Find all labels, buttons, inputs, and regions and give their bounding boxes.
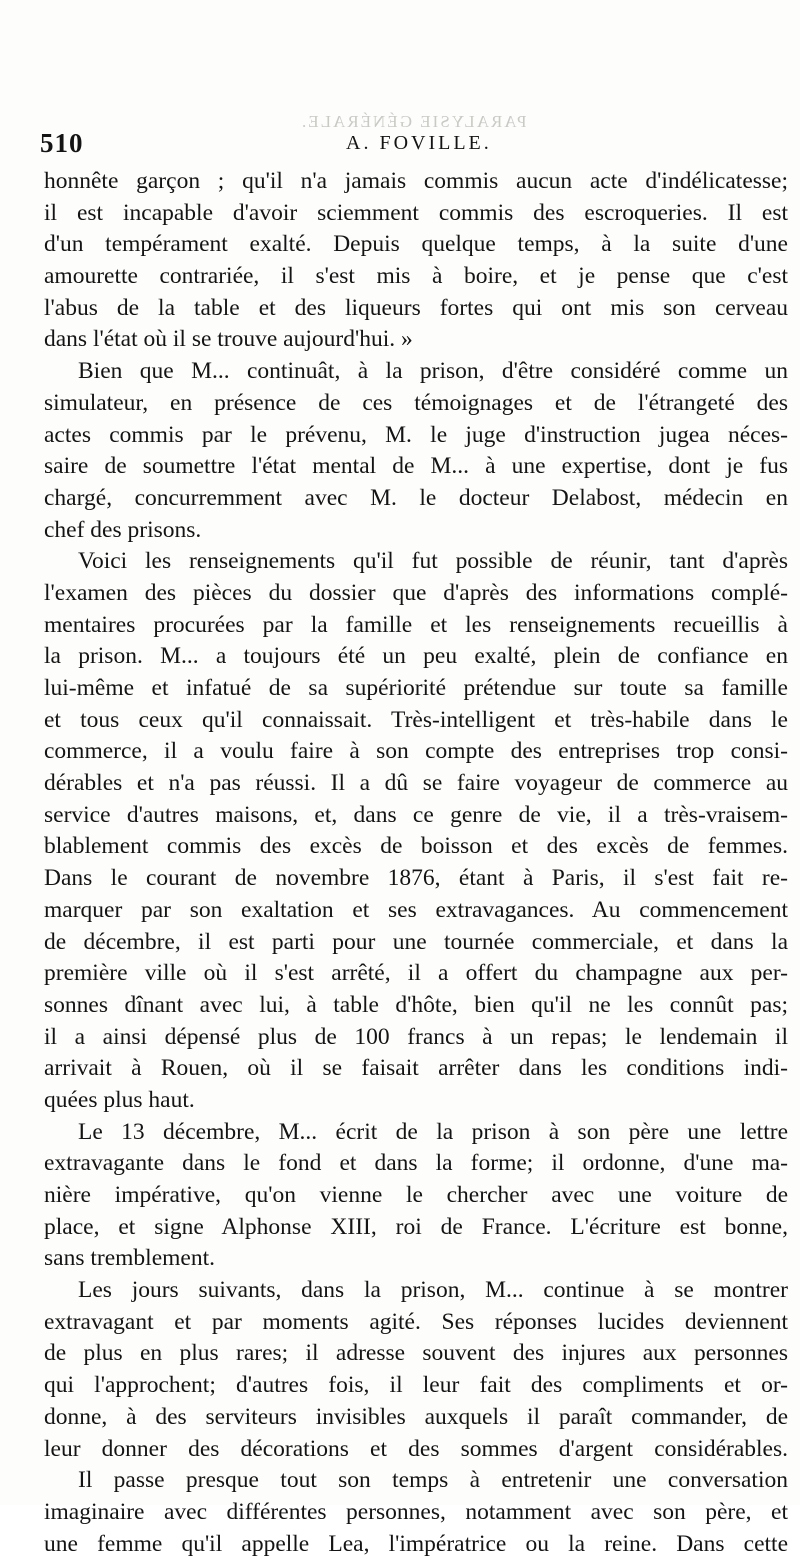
text-line: extravagant et par moments agité. Ses réponses lucides deviennent — [44, 1308, 788, 1335]
body-text — [44, 166, 788, 1560]
text-line: l'examen des pièces du dossier que d'après des informations complé- — [44, 579, 788, 606]
bleed-through-text: PARALYSIE GÉNÉRALE. — [300, 112, 527, 131]
text-line: il a ainsi dépensé plus de 100 francs à un repas; le lendemain il — [44, 1023, 788, 1050]
text-line: Le 13 décembre, M... écrit de la prison à son père une lettre — [78, 1118, 788, 1145]
text-line: marquer par son exaltation et ses extravagances. Au commencement — [44, 896, 788, 923]
text-line: première ville où il s'est arrêté, il a offert du champagne aux per- — [44, 960, 788, 987]
text-line: saire de soumettre l'état mental de M... à une expertise, dont je fus — [44, 453, 788, 480]
text-line: extravagante dans le fond et dans la forme; il ordonne, d'une ma- — [44, 1150, 788, 1177]
text-line: chef des prisons. — [44, 516, 202, 543]
text-line: commerce, il a voulu faire à son compte des entreprises trop consi- — [44, 738, 788, 765]
text-line: lui-même et infatué de sa supériorité prétendue sur toute sa famille — [44, 675, 788, 701]
text-line: sonnes dînant avec lui, à table d'hôte, bien qu'il ne les connût pas; — [44, 991, 788, 1018]
text-line: simulateur, en présence de ces témoignages et de l'étrangeté des — [44, 389, 788, 416]
page-number: 510 — [40, 128, 84, 158]
text-line: leur donner des décorations et des sommes d'argent considérables. — [44, 1435, 788, 1462]
text-line: chargé, concurremment avec M. le docteur Delabost, médecin en — [44, 484, 788, 511]
text-line: Les jours suivants, dans la prison, M... continue à se montrer — [78, 1277, 788, 1304]
text-line: nière impérative, qu'on vienne le chercher avec une voiture de — [44, 1182, 788, 1208]
text-line: il est incapable d'avoir sciemment commis des escroqueries. Il est — [44, 199, 788, 226]
text-line: la prison. M... a toujours été un peu exalté, plein de confiance en — [44, 643, 788, 670]
page-header — [40, 128, 780, 160]
text-line: amourette contrariée, il s'est mis à boire, et je pense que c'est — [44, 263, 788, 290]
text-line: donne, à des serviteurs invisibles auxquels il paraît commander, de — [44, 1403, 788, 1430]
text-line: Il passe presque tout son temps à entretenir une conversation — [78, 1467, 788, 1494]
text-line: l'abus de la table et des liqueurs fortes qui ont mis son cerveau — [44, 294, 788, 321]
text-line: Dans le courant de novembre 1876, étant à Paris, il s'est fait re- — [44, 865, 788, 892]
text-line: place, et signe Alphonse XIII, roi de France. L'écriture est bonne, — [44, 1213, 788, 1240]
text-line: honnête garçon ; qu'il n'a jamais commis aucun acte d'indélicatesse; — [44, 168, 788, 194]
text-line: actes commis par le prévenu, M. le juge d'instruction jugea néces- — [44, 421, 788, 448]
text-line: service d'autres maisons, et, dans ce genre de vie, il a très-vraisem- — [44, 801, 788, 828]
text-line: dans l'état où il se trouve aujourd'hui. » — [44, 326, 413, 353]
text-line: Bien que M... continuât, à la prison, d'être considéré comme un — [78, 358, 788, 385]
text-line: Voici les renseignements qu'il fut possible de réunir, tant d'après — [78, 548, 788, 575]
text-line: mentaires procurées par la famille et les renseignements recueillis à — [44, 611, 788, 638]
text-line: et tous ceux qu'il connaissait. Très-intelligent et très-habile dans le — [44, 706, 788, 733]
text-line: de décembre, il est parti pour une tournée commerciale, et dans la — [44, 928, 788, 955]
text-line: d'un tempérament exalté. Depuis quelque temps, à la suite d'une — [44, 231, 788, 258]
text-line: une femme qu'il appelle Lea, l'impératrice ou la reine. Dans cette — [44, 1530, 788, 1557]
text-line: blablement commis des excès de boisson et des excès de femmes. — [44, 833, 788, 860]
text-line: quées plus haut. — [44, 1086, 195, 1113]
text-line: arrivait à Rouen, où il se faisait arrêter dans les conditions indi- — [44, 1055, 788, 1082]
text-line: qui l'approchent; d'autres fois, il leur fait des compliments et or- — [44, 1372, 788, 1399]
text-line: de plus en plus rares; il adresse souvent des injures aux personnes — [44, 1340, 788, 1367]
running-head: A. FOVILLE. — [346, 132, 492, 154]
text-line: sans tremblement. — [44, 1245, 215, 1272]
text-line: dérables et n'a pas réussi. Il a dû se faire voyageur de commerce au — [44, 770, 788, 797]
text-line: imaginaire avec différentes personnes, notamment avec son père, et — [44, 1498, 788, 1525]
